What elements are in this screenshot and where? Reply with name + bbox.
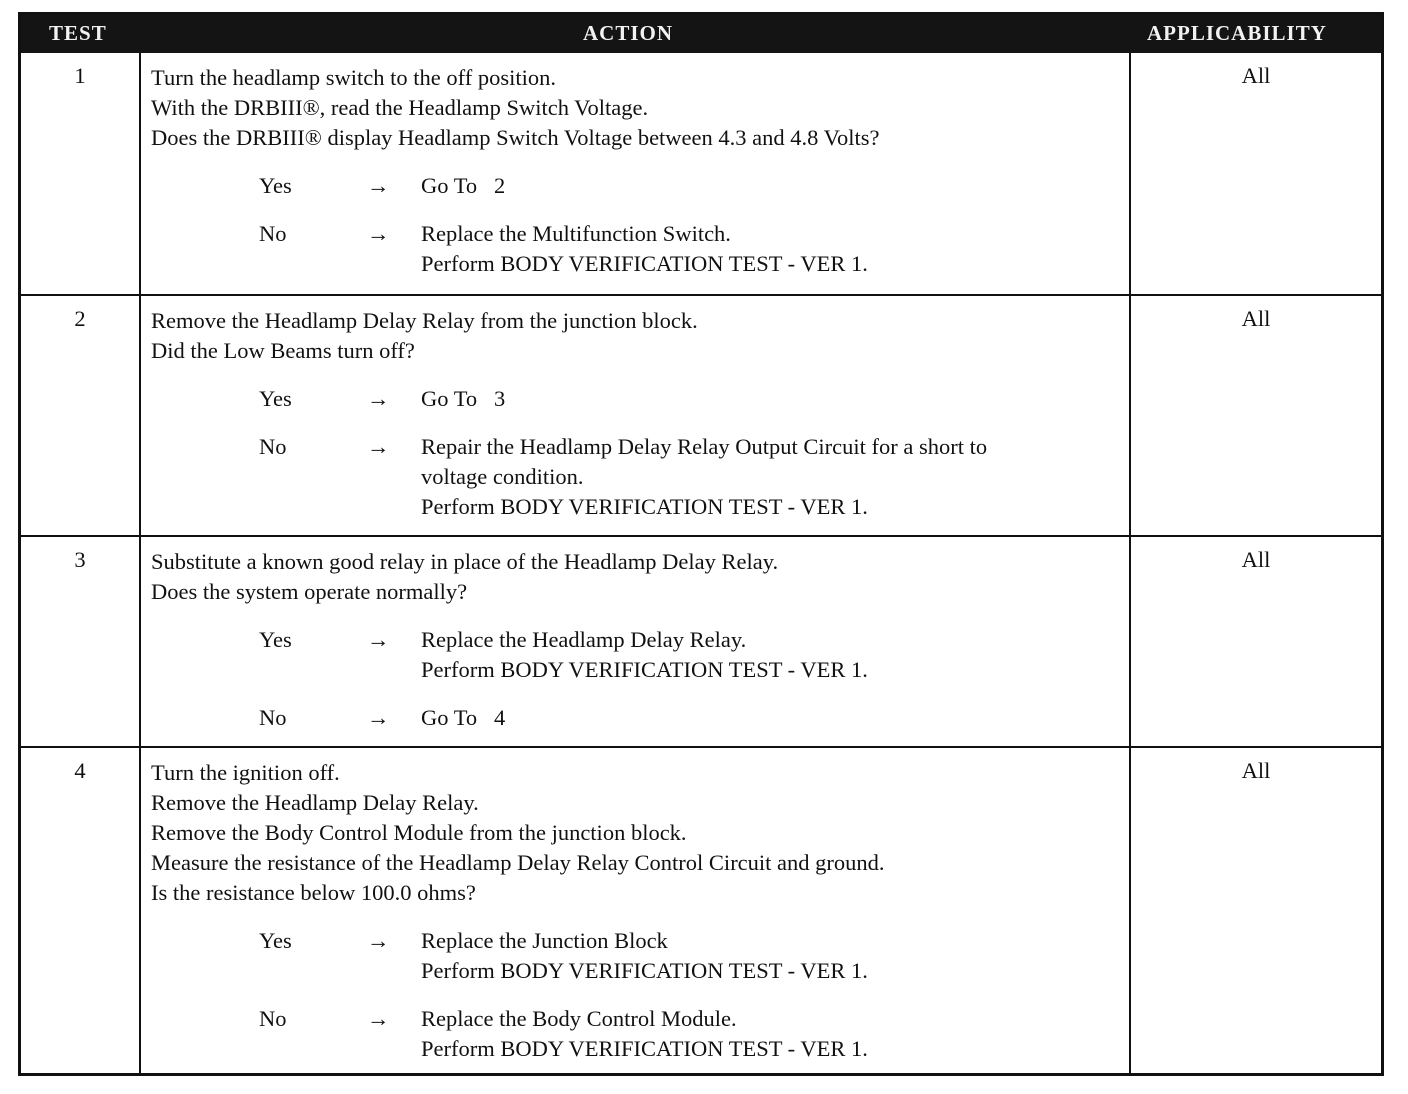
result-text: Go To 2 xyxy=(421,173,506,198)
result-text: Replace the Junction Block xyxy=(421,928,668,953)
test-number: 4 xyxy=(74,758,86,783)
column-divider xyxy=(1129,748,1131,1075)
yes-label: Yes xyxy=(259,627,292,652)
table-row xyxy=(21,53,1381,294)
column-divider xyxy=(1129,53,1131,294)
action-cell xyxy=(151,758,1126,1064)
arrow-icon: → xyxy=(367,221,390,246)
table-row xyxy=(21,746,1381,1075)
step-text: Remove the Headlamp Delay Relay from the junction block. xyxy=(151,308,698,333)
column-divider xyxy=(139,537,141,746)
step-text: Does the system operate normally? xyxy=(151,579,468,604)
arrow-icon: → xyxy=(367,627,390,652)
applicability-cell: All xyxy=(1241,547,1271,572)
applicability-cell: All xyxy=(1241,63,1271,88)
arrow-icon: → xyxy=(367,1006,390,1031)
result-text: Replace the Multifunction Switch. xyxy=(421,221,731,246)
result-text: Replace the Body Control Module. xyxy=(421,1006,737,1031)
applicability-cell: All xyxy=(1241,758,1271,783)
result-text: Go To 3 xyxy=(421,386,506,411)
step-text: With the DRBIII®, read the Headlamp Switch Voltage. xyxy=(151,95,649,120)
step-text: Does the DRBIII® display Headlamp Switch Voltage between 4.3 and 4.8 Volts? xyxy=(151,125,880,150)
no-label: No xyxy=(259,705,287,730)
table-body xyxy=(21,53,1381,1075)
table-row xyxy=(21,294,1381,535)
result-text: Perform BODY VERIFICATION TEST - VER 1. xyxy=(421,494,868,519)
arrow-icon: → xyxy=(367,173,390,198)
result-text: Perform BODY VERIFICATION TEST - VER 1. xyxy=(421,657,868,682)
yes-label: Yes xyxy=(259,928,292,953)
no-result xyxy=(151,432,1126,522)
yes-label: Yes xyxy=(259,173,292,198)
header-action: ACTION xyxy=(583,21,674,45)
action-cell xyxy=(151,63,1126,279)
step-text: Remove the Headlamp Delay Relay. xyxy=(151,790,479,815)
step-text: Did the Low Beams turn off? xyxy=(151,338,415,363)
step-text: Turn the headlamp switch to the off position. xyxy=(151,65,556,90)
table-header xyxy=(21,15,1381,53)
test-number: 1 xyxy=(74,63,86,88)
column-divider xyxy=(139,53,141,294)
result-text: Repair the Headlamp Delay Relay Output Circuit for a short to xyxy=(421,434,988,459)
result-text: Replace the Headlamp Delay Relay. xyxy=(421,627,747,652)
column-divider xyxy=(139,296,141,535)
action-cell xyxy=(151,547,1126,733)
no-label: No xyxy=(259,1006,287,1031)
column-divider xyxy=(139,748,141,1075)
step-text: Substitute a known good relay in place of the Headlamp Delay Relay. xyxy=(151,549,779,574)
yes-label: Yes xyxy=(259,386,292,411)
step-text: Measure the resistance of the Headlamp Delay Relay Control Circuit and ground. xyxy=(151,850,885,875)
applicability-cell: All xyxy=(1241,306,1271,331)
no-result xyxy=(151,1004,1126,1064)
arrow-icon: → xyxy=(367,386,390,411)
test-number: 3 xyxy=(74,547,86,572)
yes-result xyxy=(151,926,1126,986)
result-text: voltage condition. xyxy=(421,464,584,489)
arrow-icon: → xyxy=(367,928,390,953)
no-result xyxy=(151,703,1126,733)
yes-result xyxy=(151,625,1126,685)
result-text: Perform BODY VERIFICATION TEST - VER 1. xyxy=(421,1036,868,1061)
step-text: Remove the Body Control Module from the junction block. xyxy=(151,820,687,845)
no-label: No xyxy=(259,221,287,246)
test-number: 2 xyxy=(74,306,86,331)
result-text: Go To 4 xyxy=(421,705,506,730)
no-result xyxy=(151,219,1126,279)
header-test: TEST xyxy=(49,21,107,45)
header-applicability: APPLICABILITY xyxy=(1147,21,1327,45)
step-text: Turn the ignition off. xyxy=(151,760,340,785)
result-text: Perform BODY VERIFICATION TEST - VER 1. xyxy=(421,251,868,276)
no-label: No xyxy=(259,434,287,459)
step-text: Is the resistance below 100.0 ohms? xyxy=(151,880,476,905)
arrow-icon: → xyxy=(367,705,390,730)
table-row xyxy=(21,535,1381,746)
result-text: Perform BODY VERIFICATION TEST - VER 1. xyxy=(421,958,868,983)
yes-result xyxy=(151,171,1126,201)
diagnostic-table xyxy=(18,12,1384,1076)
arrow-icon: → xyxy=(367,434,390,459)
yes-result xyxy=(151,384,1126,414)
action-cell xyxy=(151,306,1126,522)
